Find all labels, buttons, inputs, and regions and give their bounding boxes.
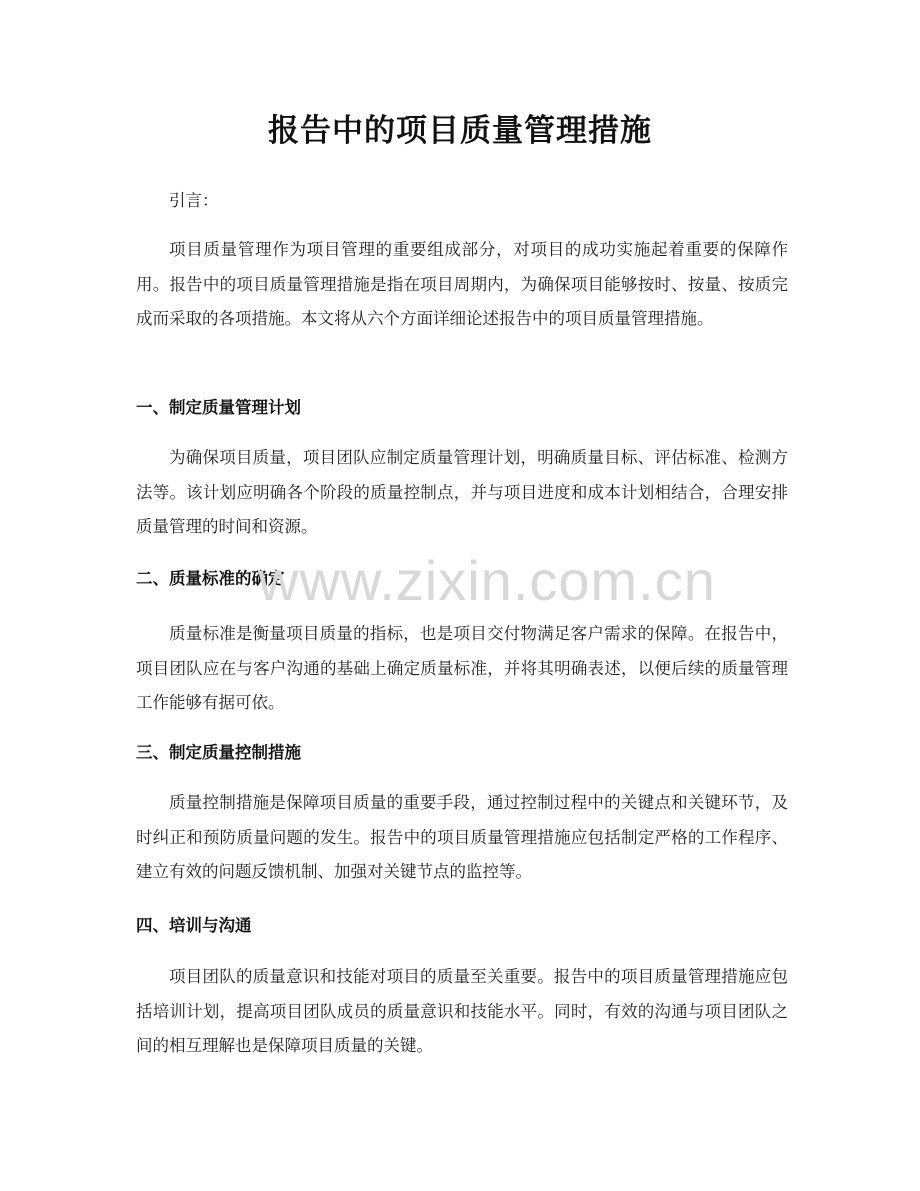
section-4-heading: 四、培训与沟通	[136, 916, 252, 935]
section-4-paragraph: 项目团队的质量意识和技能对项目的质量至关重要。报告中的项目质量管理措施应包括培训计划，提高项目团队成员的质量意识和技能水平。同时，有效的沟通与项目团队之间的相互理解也是保障项目质量的关键。	[136, 967, 788, 1055]
intro-label: 引言：	[169, 191, 219, 210]
section-1-paragraph: 为确保项目质量，项目团队应制定质量管理计划，明确质量目标、评估标准、检测方法等。该计划应明确各个阶段的质量控制点，并与项目进度和成本计划相结合，合理安排质量管理的时间和资源。	[136, 448, 788, 536]
intro-paragraph: 项目质量管理作为项目管理的重要组成部分，对项目的成功实施起着重要的保障作用。报告中的项目质量管理措施是指在项目周期内，为确保项目能够按时、按量、按质完成而采取的各项措施。本文将从六个方面详细论述报告中的项目质量管理措施。	[136, 240, 788, 328]
section-1-heading: 一、制定质量管理计划	[136, 398, 301, 417]
section-3-heading: 三、制定质量控制措施	[136, 743, 301, 762]
section-2-paragraph: 质量标准是衡量项目质量的指标，也是项目交付物满足客户需求的保障。在报告中，项目团队应在与客户沟通的基础上确定质量标准，并将其明确表述，以便后续的质量管理工作能够有据可依。	[136, 624, 788, 712]
document-title: 报告中的项目质量管理措施	[268, 113, 652, 149]
section-2-heading: 二、质量标准的确定	[136, 569, 285, 588]
watermark: www.zixin.com.cn	[258, 549, 716, 612]
section-3-paragraph: 质量控制措施是保障项目质量的重要手段，通过控制过程中的关键点和关键环节，及时纠正和预防质量问题的发生。报告中的项目质量管理措施应包括制定严格的工作程序、建立有效的问题反馈机制、加强对关键节点的监控等。	[136, 793, 788, 881]
